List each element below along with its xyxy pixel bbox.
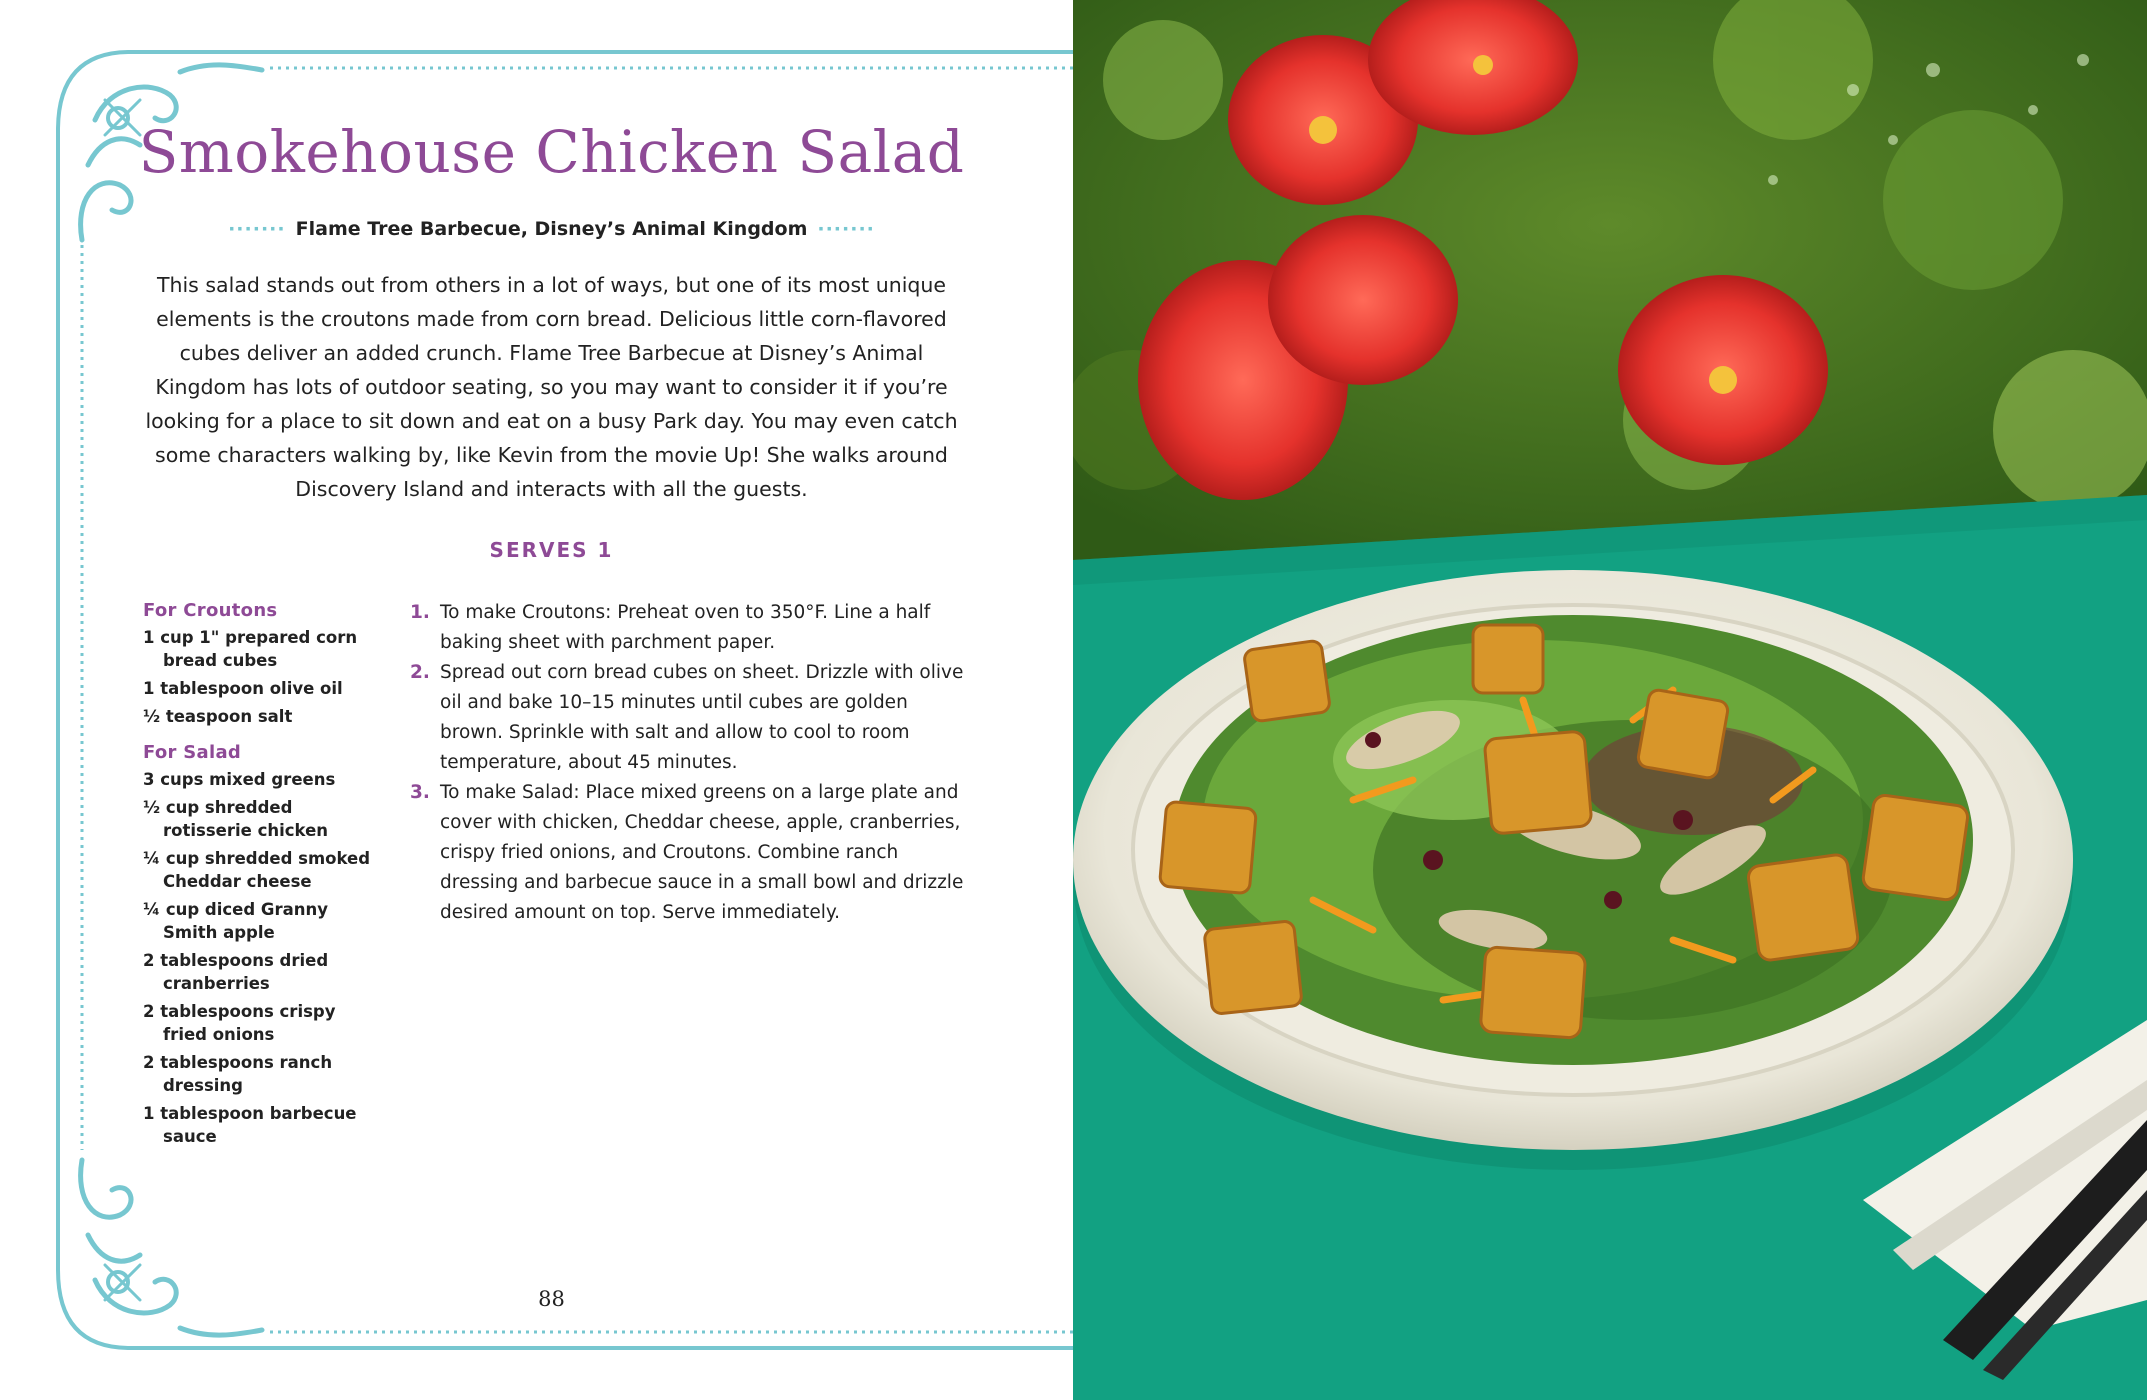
recipe-intro: This salad stands out from others in a lot of ways, but one of its most unique elements is the croutons made from corn bread. Delicious little corn-flavored cubes deliver an added crunch. Flame Tree Barbecue at Disney’s Animal Kingdom has lots of outdoor seating, so you may want to consider it if you’re looking for a place to sit down and eat on a busy Park day. You may even catch some characters walking by, like Kevin from the movie Up! She walks around Discovery Island and interacts with all the guests. <box>145 273 958 501</box>
ingredient-item: 2 tablespoons ranch dressing <box>143 1053 333 1095</box>
step-number: 3. <box>410 782 430 803</box>
direction-step <box>410 598 965 658</box>
subtitle-dots-left: ······· <box>228 218 286 240</box>
recipe-page <box>0 0 1073 1400</box>
ingredient-item: 2 tablespoons crispy fried onions <box>143 1002 336 1044</box>
ingredient-item: 3 cups mixed greens <box>143 770 336 789</box>
serves-label: SERVES 1 <box>489 538 614 562</box>
directions-list <box>410 598 965 928</box>
direction-step <box>410 658 965 778</box>
salad <box>1159 615 1973 1065</box>
restaurant-name: Flame Tree Barbecue, Disney’s Animal Kingdom <box>295 218 808 240</box>
croutons-heading: For Croutons <box>143 600 278 621</box>
step-number: 2. <box>410 662 430 683</box>
ingredient-item: ½ cup shredded rotisserie chicken <box>143 798 329 840</box>
ingredient-item: ¼ cup diced Granny Smith apple <box>143 900 328 942</box>
step-text: To make Salad: Place mixed greens on a large plate and cover with chicken, Cheddar cheese, apple, cranberries, crispy fried onions, and Croutons. Combine ranch dressing and barbecue sauce in a small bowl and drizzle desired amount on top. Serve immediately. <box>440 782 964 923</box>
ingredient-item: 2 tablespoons dried cranberries <box>143 951 329 993</box>
step-text: Spread out corn bread cubes on sheet. Drizzle with olive oil and bake 10–15 minutes until cubes are golden brown. Sprinkle with salt and allow to cool to room temperature, about 45 minutes. <box>440 662 964 773</box>
ingredients-list <box>143 600 383 1153</box>
ingredient-item: 1 tablespoon barbecue sauce <box>143 1104 357 1146</box>
step-text: To make Croutons: Preheat oven to 350°F. Line a half baking sheet with parchment paper. <box>440 602 931 653</box>
ingredient-item: 1 cup 1" prepared corn bread cubes <box>143 628 358 670</box>
page-number: 88 <box>538 1287 565 1311</box>
direction-step <box>410 778 965 928</box>
salad-heading: For Salad <box>143 742 242 763</box>
recipe-source <box>0 218 1073 240</box>
recipe-title: Smokehouse Chicken Salad <box>138 118 965 186</box>
ingredient-item: ½ teaspoon salt <box>143 707 293 726</box>
salad-photo-illustration <box>1073 0 2147 1400</box>
ingredient-item: ¼ cup shredded smoked Cheddar cheese <box>143 849 371 891</box>
salad-photo <box>1073 0 2147 1400</box>
step-number: 1. <box>410 602 430 623</box>
subtitle-dots-right: ······· <box>817 218 875 240</box>
ingredient-item: 1 tablespoon olive oil <box>143 679 343 698</box>
